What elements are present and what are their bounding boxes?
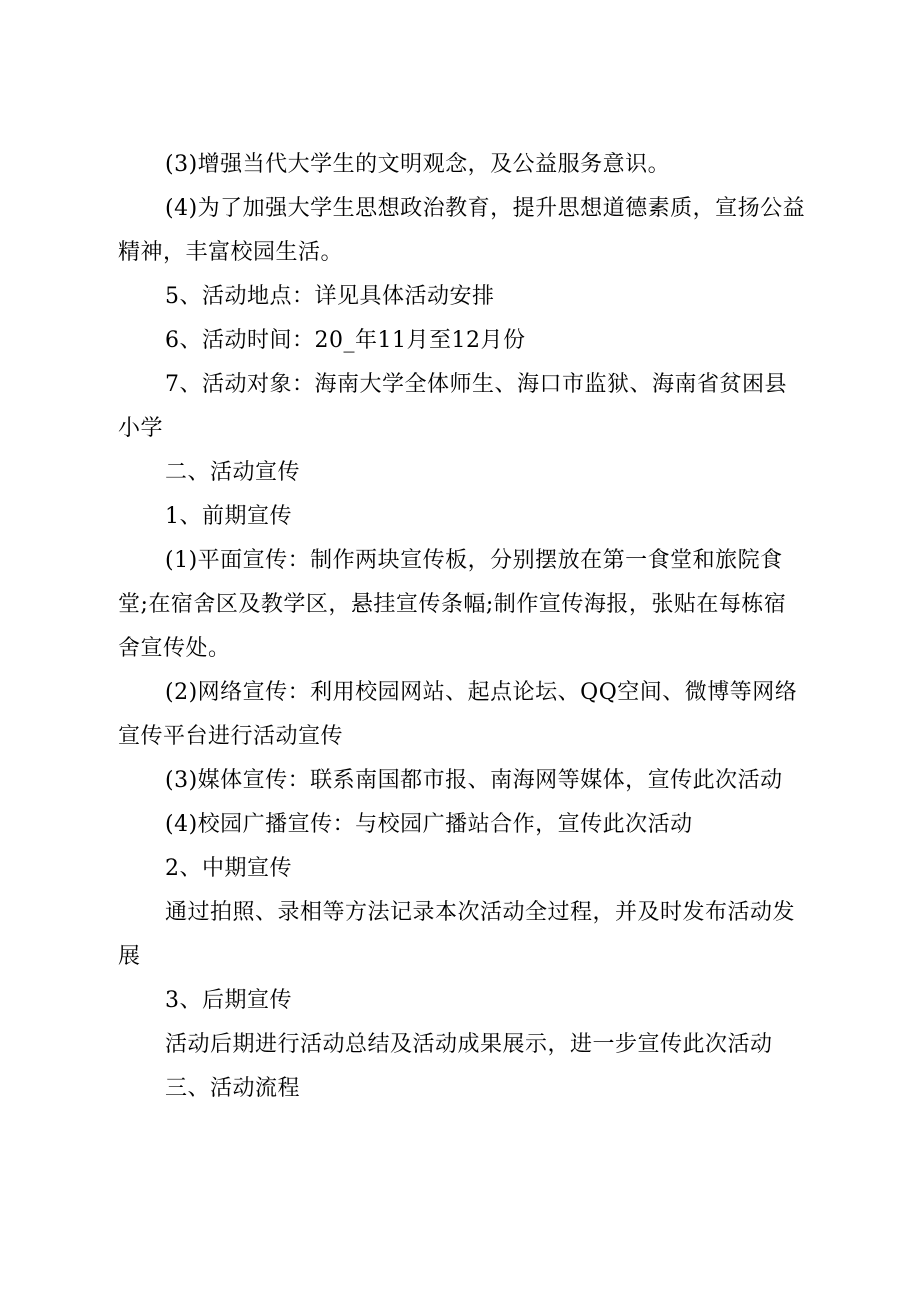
subheading-mid-publicity: 2、中期宣传 — [165, 856, 292, 881]
paragraph-print-publicity: (1)平面宣传：制作两块宣传板，分别摆放在第一食堂和旅院食堂;在宿舍区及教学区，悬挂宣传条幅;制作宣传海报，张贴在每栋宿舍宣传处。 — [118, 548, 787, 661]
document-body — [118, 143, 808, 1111]
subheading-late-publicity: 3、后期宣传 — [165, 988, 292, 1013]
paragraph-audience: 7、活动对象：海南大学全体师生、海口市监狱、海南省贫困县小学 — [118, 372, 787, 441]
paragraph-online-publicity: (2)网络宣传：利用校园网站、起点论坛、QQ空间、微博等网络宣传平台进行活动宣传 — [118, 680, 798, 749]
section-heading-process: 三、活动流程 — [165, 1076, 301, 1101]
paragraph-time: 6、活动时间：20_年11月至12月份 — [165, 328, 526, 353]
paragraph-media-publicity: (3)媒体宣传：联系南国都市报、南海网等媒体，宣传此次活动 — [165, 768, 783, 793]
paragraph-location: 5、活动地点：详见具体活动安排 — [165, 284, 495, 309]
paragraph-radio-publicity: (4)校园广播宣传：与校园广播站合作，宣传此次活动 — [165, 812, 693, 837]
paragraph-mid-publicity: 通过拍照、录相等方法记录本次活动全过程，并及时发布活动发展 — [118, 900, 796, 969]
subheading-early-publicity: 1、前期宣传 — [165, 504, 292, 529]
paragraph-goal-3: (3)增强当代大学生的文明观念，及公益服务意识。 — [165, 152, 671, 177]
section-heading-publicity: 二、活动宣传 — [165, 460, 301, 485]
paragraph-goal-4: (4)为了加强大学生思想政治教育，提升思想道德素质，宣扬公益精神，丰富校园生活。 — [118, 196, 806, 265]
paragraph-late-publicity: 活动后期进行活动总结及活动成果展示，进一步宣传此次活动 — [165, 1032, 773, 1057]
